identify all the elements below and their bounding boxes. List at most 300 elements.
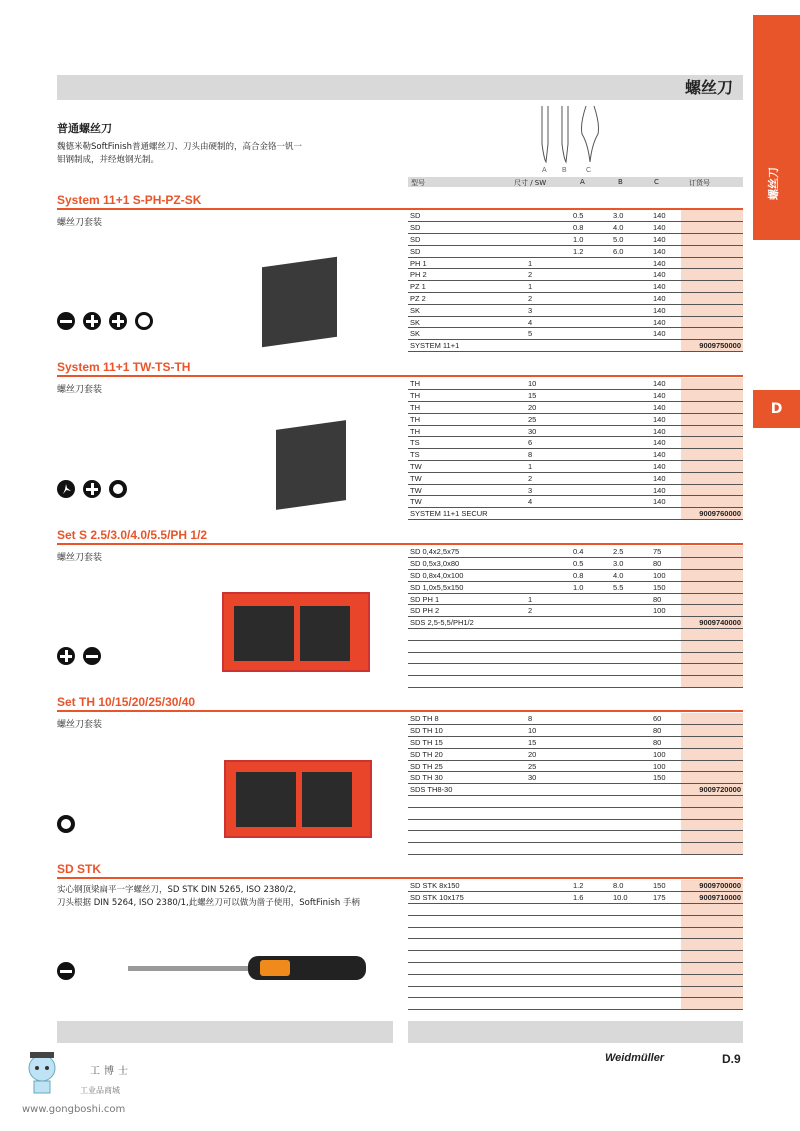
cell-c: 60	[651, 713, 681, 725]
cell-order-number	[681, 304, 743, 316]
cell-c	[651, 927, 681, 939]
cell-a	[571, 508, 611, 520]
cell-b	[611, 340, 651, 352]
cell-size	[526, 340, 571, 352]
cell-a	[571, 390, 611, 402]
cell-type: SD 0,5x3,0x80	[408, 558, 526, 570]
cell-size: 25	[526, 413, 571, 425]
intro-text-line: 钼钢制成，并经炮钢光制。	[57, 155, 160, 165]
cell-c: 150	[651, 772, 681, 784]
cell-type: SD STK 10x175	[408, 892, 526, 904]
cell-c: 140	[651, 496, 681, 508]
table-header	[408, 177, 743, 187]
side-section-letter: D	[753, 390, 800, 428]
pozidriv-tip-icon	[109, 312, 127, 330]
cell-b: 3.0	[611, 210, 651, 222]
watermark-cn: 工博士	[90, 1066, 132, 1077]
table-row	[408, 340, 743, 352]
cell-a	[571, 904, 611, 916]
table-row	[408, 281, 743, 293]
cell-c	[651, 796, 681, 808]
cell-order-number: 9009740000	[681, 617, 743, 629]
cell-b	[611, 449, 651, 461]
cell-c: 100	[651, 760, 681, 772]
cell-size	[526, 951, 571, 963]
cell-c: 150	[651, 880, 681, 892]
cell-b	[611, 593, 651, 605]
cell-a	[571, 437, 611, 449]
cell-type: SD TH 15	[408, 737, 526, 749]
cell-b	[611, 986, 651, 998]
side-tab-label: 螺丝刀	[767, 167, 780, 200]
torx-tip-icon	[109, 480, 127, 498]
cell-type	[408, 640, 526, 652]
table-row	[408, 222, 743, 234]
cell-size: 30	[526, 772, 571, 784]
cell-c	[651, 939, 681, 951]
cell-size: 3	[526, 484, 571, 496]
cell-type: SD TH 25	[408, 760, 526, 772]
cell-a	[571, 617, 611, 629]
table-row	[408, 508, 743, 520]
cell-size: 15	[526, 737, 571, 749]
cell-size	[526, 581, 571, 593]
cell-a: 0.8	[571, 570, 611, 582]
cell-type: PZ 2	[408, 293, 526, 305]
section-title: System 11+1 TW-TS-TH	[57, 360, 191, 374]
cell-type: TW	[408, 461, 526, 473]
cell-b	[611, 963, 651, 975]
cell-b: 2.5	[611, 546, 651, 558]
cell-order-number	[681, 378, 743, 390]
cell-size	[526, 664, 571, 676]
cell-order-number	[681, 676, 743, 688]
table-row	[408, 605, 743, 617]
cell-order-number	[681, 570, 743, 582]
cell-size	[526, 234, 571, 246]
tool-tray	[236, 772, 296, 827]
description-line: 刀头根据 DIN 5264, ISO 2380/1,此螺丝刀可以做为凿子使用，SoftFinish 手柄	[57, 898, 360, 908]
cell-size	[526, 570, 571, 582]
cell-size	[526, 640, 571, 652]
screwdriver-shaft	[128, 966, 248, 971]
cell-a	[571, 737, 611, 749]
cell-type: TS	[408, 437, 526, 449]
header-c: C	[654, 178, 659, 186]
spec-table	[408, 210, 743, 352]
cell-a	[571, 927, 611, 939]
cell-order-number	[681, 605, 743, 617]
cell-size	[526, 986, 571, 998]
cell-a	[571, 652, 611, 664]
cell-a	[571, 316, 611, 328]
cell-c	[651, 831, 681, 843]
cell-size	[526, 558, 571, 570]
section-title: Set S 2.5/3.0/4.0/5.5/PH 1/2	[57, 528, 208, 542]
cell-a: 0.5	[571, 558, 611, 570]
cell-b: 5.5	[611, 581, 651, 593]
cell-type	[408, 974, 526, 986]
cell-a: 0.4	[571, 546, 611, 558]
cell-c	[651, 807, 681, 819]
table-row	[408, 904, 743, 916]
cell-type: PH 2	[408, 269, 526, 281]
cell-order-number	[681, 269, 743, 281]
cell-size	[526, 998, 571, 1010]
spec-table	[408, 880, 743, 1010]
cell-a	[571, 593, 611, 605]
cell-c	[651, 784, 681, 796]
cell-order-number	[681, 664, 743, 676]
cell-order-number	[681, 581, 743, 593]
table-row	[408, 784, 743, 796]
table-row	[408, 831, 743, 843]
table-row	[408, 629, 743, 641]
cell-size	[526, 222, 571, 234]
cell-order-number	[681, 737, 743, 749]
cell-order-number	[681, 316, 743, 328]
cell-type: SD 1,0x5,5x150	[408, 581, 526, 593]
table-row	[408, 558, 743, 570]
cell-order-number	[681, 449, 743, 461]
tool-tray	[300, 606, 350, 661]
cell-size: 20	[526, 748, 571, 760]
cell-c: 140	[651, 402, 681, 414]
cell-order-number	[681, 904, 743, 916]
intro-text-line: 魏德米勒SoftFinish普通螺丝刀、刀头由硬制的，高合金铬一钒一	[57, 142, 302, 152]
cell-b: 8.0	[611, 880, 651, 892]
cell-order-number	[681, 963, 743, 975]
cell-type: TH	[408, 425, 526, 437]
cell-b	[611, 640, 651, 652]
cell-b	[611, 281, 651, 293]
section-subtitle: 螺丝刀套装	[57, 385, 103, 395]
cell-size: 4	[526, 496, 571, 508]
cell-order-number	[681, 461, 743, 473]
cell-c: 80	[651, 725, 681, 737]
cell-type: TW	[408, 472, 526, 484]
cell-c: 80	[651, 737, 681, 749]
cell-b	[611, 390, 651, 402]
diagram-label-c: C	[586, 167, 592, 174]
cell-order-number	[681, 245, 743, 257]
tip-icons	[57, 312, 153, 330]
cell-b	[611, 974, 651, 986]
table-row	[408, 425, 743, 437]
cell-type	[408, 629, 526, 641]
cell-c	[651, 951, 681, 963]
table-row	[408, 652, 743, 664]
cell-a: 1.2	[571, 245, 611, 257]
cell-type	[408, 843, 526, 855]
cell-order-number	[681, 819, 743, 831]
cell-size: 2	[526, 605, 571, 617]
cell-b	[611, 652, 651, 664]
cell-size: 30	[526, 425, 571, 437]
cell-type: SYSTEM 11+1 SECUR	[408, 508, 526, 520]
handle-band	[260, 960, 290, 976]
cell-type: SDS TH8-30	[408, 784, 526, 796]
screwdriver-handle	[248, 956, 366, 980]
cell-a	[571, 951, 611, 963]
cell-b	[611, 784, 651, 796]
cell-c	[651, 676, 681, 688]
cell-order-number	[681, 390, 743, 402]
cell-type	[408, 664, 526, 676]
cell-a	[571, 340, 611, 352]
cell-type	[408, 796, 526, 808]
cell-type	[408, 904, 526, 916]
cell-size: 1	[526, 281, 571, 293]
cell-c: 140	[651, 304, 681, 316]
table-row	[408, 748, 743, 760]
cell-order-number	[681, 425, 743, 437]
spec-table	[408, 546, 743, 688]
cell-size	[526, 974, 571, 986]
cell-order-number: 9009760000	[681, 508, 743, 520]
cell-c: 140	[651, 449, 681, 461]
cell-type: SDS 2,5-5,5/PH1/2	[408, 617, 526, 629]
cell-size	[526, 245, 571, 257]
cell-type: SD	[408, 245, 526, 257]
cell-b	[611, 425, 651, 437]
cell-b	[611, 939, 651, 951]
cell-a	[571, 963, 611, 975]
cell-order-number	[681, 713, 743, 725]
intro-title: 普通螺丝刀	[57, 122, 112, 135]
header-a: A	[580, 178, 585, 186]
cell-b	[611, 807, 651, 819]
cell-c: 80	[651, 558, 681, 570]
cell-a	[571, 484, 611, 496]
tool-tray	[302, 772, 352, 827]
cell-order-number	[681, 974, 743, 986]
header-b: B	[618, 178, 623, 186]
table-row	[408, 461, 743, 473]
cell-size	[526, 904, 571, 916]
cell-a: 0.5	[571, 210, 611, 222]
cell-b: 5.0	[611, 234, 651, 246]
cell-a	[571, 915, 611, 927]
cell-type: TH	[408, 378, 526, 390]
table-row	[408, 713, 743, 725]
cell-a	[571, 796, 611, 808]
slotted-tip-icon	[83, 647, 101, 665]
cell-c	[651, 340, 681, 352]
cell-c: 140	[651, 484, 681, 496]
cell-size: 3	[526, 304, 571, 316]
cell-a	[571, 843, 611, 855]
cell-b: 4.0	[611, 570, 651, 582]
cell-b	[611, 617, 651, 629]
tri-wing-tip-icon	[57, 480, 75, 498]
cell-order-number	[681, 652, 743, 664]
cell-order-number: 9009750000	[681, 340, 743, 352]
cell-type: SD PH 2	[408, 605, 526, 617]
cell-a	[571, 402, 611, 414]
table-row	[408, 484, 743, 496]
cell-size: 20	[526, 402, 571, 414]
cell-type	[408, 819, 526, 831]
table-row	[408, 772, 743, 784]
table-row	[408, 676, 743, 688]
cell-b	[611, 951, 651, 963]
cell-c	[651, 508, 681, 520]
cell-c: 140	[651, 328, 681, 340]
cell-order-number	[681, 998, 743, 1010]
cell-order-number	[681, 927, 743, 939]
cell-b	[611, 831, 651, 843]
table-row	[408, 245, 743, 257]
cell-type: SK	[408, 304, 526, 316]
cell-type: SYSTEM 11+1	[408, 340, 526, 352]
cell-b	[611, 819, 651, 831]
cell-a	[571, 807, 611, 819]
cell-type	[408, 951, 526, 963]
cell-order-number	[681, 640, 743, 652]
cell-order-number	[681, 234, 743, 246]
cell-size	[526, 652, 571, 664]
cell-c: 100	[651, 748, 681, 760]
cell-b	[611, 378, 651, 390]
cell-a	[571, 725, 611, 737]
cell-type: TS	[408, 449, 526, 461]
table-row	[408, 304, 743, 316]
table-row	[408, 496, 743, 508]
cell-order-number: 9009700000	[681, 880, 743, 892]
cell-size	[526, 796, 571, 808]
cell-b	[611, 927, 651, 939]
cell-size: 10	[526, 378, 571, 390]
phillips-tip-icon	[83, 312, 101, 330]
cell-size	[526, 939, 571, 951]
tip-icons	[57, 815, 75, 833]
cell-b: 6.0	[611, 245, 651, 257]
cell-b	[611, 605, 651, 617]
cell-size	[526, 892, 571, 904]
table-row	[408, 880, 743, 892]
product-photo	[222, 592, 370, 672]
cell-size	[526, 676, 571, 688]
spec-table	[408, 378, 743, 520]
cell-b	[611, 472, 651, 484]
slotted-tip-icon	[57, 312, 75, 330]
table-row	[408, 546, 743, 558]
cell-order-number	[681, 915, 743, 927]
cell-c: 140	[651, 390, 681, 402]
table-row	[408, 664, 743, 676]
cell-order-number	[681, 807, 743, 819]
cell-a	[571, 496, 611, 508]
cell-c: 140	[651, 413, 681, 425]
watermark-url[interactable]: www.gongboshi.com	[22, 1104, 126, 1115]
cell-type	[408, 807, 526, 819]
cell-order-number	[681, 402, 743, 414]
section-divider	[57, 543, 743, 545]
cell-type: TW	[408, 484, 526, 496]
table-row	[408, 640, 743, 652]
cell-b	[611, 629, 651, 641]
cell-order-number	[681, 939, 743, 951]
cell-order-number	[681, 760, 743, 772]
section-subtitle: 螺丝刀套装	[57, 218, 103, 228]
cell-c: 140	[651, 316, 681, 328]
cell-order-number	[681, 558, 743, 570]
cell-order-number	[681, 748, 743, 760]
footer-bar	[408, 1021, 743, 1043]
cell-type: TW	[408, 496, 526, 508]
cell-type: SD	[408, 210, 526, 222]
cell-type: SK	[408, 328, 526, 340]
table-row	[408, 725, 743, 737]
table-row	[408, 316, 743, 328]
table-row	[408, 819, 743, 831]
table-row	[408, 915, 743, 927]
section-divider	[57, 877, 743, 879]
cell-size	[526, 617, 571, 629]
cell-b	[611, 257, 651, 269]
table-row	[408, 234, 743, 246]
cell-b: 10.0	[611, 892, 651, 904]
cell-a	[571, 819, 611, 831]
cell-c: 140	[651, 245, 681, 257]
page-title: 螺丝刀	[57, 75, 743, 100]
cell-c	[651, 998, 681, 1010]
cell-size	[526, 784, 571, 796]
cell-type: PH 1	[408, 257, 526, 269]
cell-c	[651, 664, 681, 676]
cell-c	[651, 904, 681, 916]
cell-type: TH	[408, 402, 526, 414]
cell-type	[408, 831, 526, 843]
cell-a	[571, 713, 611, 725]
product-photo	[276, 420, 346, 510]
cell-a	[571, 472, 611, 484]
cell-a	[571, 269, 611, 281]
cell-b	[611, 402, 651, 414]
cell-c	[651, 963, 681, 975]
cell-size: 2	[526, 269, 571, 281]
cell-a	[571, 998, 611, 1010]
table-row	[408, 892, 743, 904]
cell-c: 75	[651, 546, 681, 558]
cell-size	[526, 210, 571, 222]
table-row	[408, 402, 743, 414]
diagram-label-a: A	[542, 167, 547, 174]
section-description	[57, 884, 397, 910]
cell-type: SD	[408, 234, 526, 246]
cell-c: 140	[651, 281, 681, 293]
cell-type	[408, 652, 526, 664]
cell-order-number	[681, 257, 743, 269]
cell-size	[526, 629, 571, 641]
cell-size: 8	[526, 713, 571, 725]
cell-size	[526, 831, 571, 843]
cell-a	[571, 640, 611, 652]
cell-size	[526, 843, 571, 855]
cell-type	[408, 676, 526, 688]
table-row	[408, 328, 743, 340]
cell-b	[611, 461, 651, 473]
description-line: 实心钢顶梁扁平一字螺丝刀，SD STK DIN 5265, ISO 2380/2,	[57, 885, 297, 895]
diagram-label-b: B	[562, 167, 567, 174]
cell-a: 1.2	[571, 880, 611, 892]
cell-type	[408, 915, 526, 927]
cell-b	[611, 737, 651, 749]
cell-type: SD TH 10	[408, 725, 526, 737]
table-row	[408, 472, 743, 484]
table-row	[408, 807, 743, 819]
